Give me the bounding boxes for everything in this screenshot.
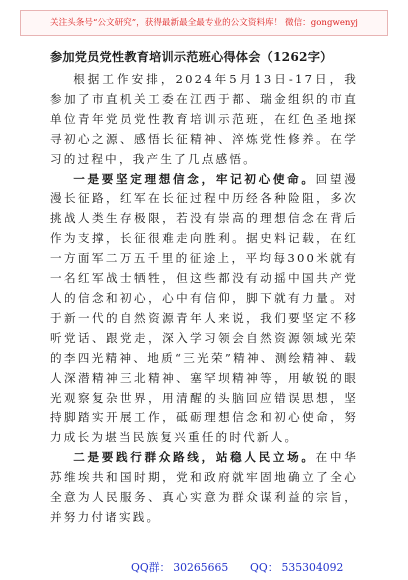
qq-group-label: QQ群：	[131, 561, 171, 574]
section-text-1: 回望漫漫长征路，红军在长征过程中历经各种险阻，多次挑战人类生存极限，若没有崇高的理想信念在背后作为支撑，长征很难走向胜利。据史料记载，在红一方面军二万五千里的征途上，平均每300米就有一名红军战士牺牲，但这些都没有动摇中国共产党人的信念和初心，心中有信仰，脚下就有力量。对于新一代的自然资源青年人来说，我们要坚定不移听党话、跟党走，深入学习领会自然资源领域光荣的李四光精神、地质“三光荣”精神、测绘精神、载人深潜精神三北精神、塞罕坝精神等，用敏锐的眼光观察复杂世界，用清醒的头脑回应错误思想，坚持脚踏实开展工作，砥砺理想信念和初心使命，努力成长为堪当民族复兴重任的时代新人。	[50, 171, 358, 445]
paragraph-intro: 根据工作安排，2024年5月13日-17日，我参加了市直机关工委在江西于都、瑞金组织的市直单位青年党员党性教育培训示范班，在红色圣地探寻初心之源、感悟长征精神、淬炼党性修养。在学习的过程中，我产生了几点感悟。	[50, 72, 358, 166]
section-heading-1: 一是要坚定理想信念，牢记初心使命。	[73, 171, 316, 186]
promo-banner-text: 关注头条号“公文研究”，获得最新最全最专业的公文资料库！ 微信：gongwenyj	[50, 18, 358, 28]
qq-group-number: 30265665	[173, 561, 229, 574]
qq-group-contact	[131, 560, 228, 575]
section-heading-2: 二是要践行群众路线，站稳人民立场。	[73, 450, 316, 465]
qq-label: QQ：	[250, 561, 279, 574]
paragraph-section-1	[50, 170, 358, 449]
promo-banner	[20, 10, 388, 36]
section-text-2: 在中华苏维埃共和国时期，党和政府就牢固地确立了全心全意为人民服务、真心实意为群众谋利益的宗旨，并努力付诸实践。	[50, 450, 358, 524]
document-body	[50, 70, 358, 528]
qq-number: 535304092	[281, 561, 344, 574]
paragraph-section-2	[50, 448, 358, 528]
qq-contact	[250, 560, 343, 575]
document-title: 参加党员党性教育培训示范班心得体会（1262字）	[50, 50, 333, 64]
